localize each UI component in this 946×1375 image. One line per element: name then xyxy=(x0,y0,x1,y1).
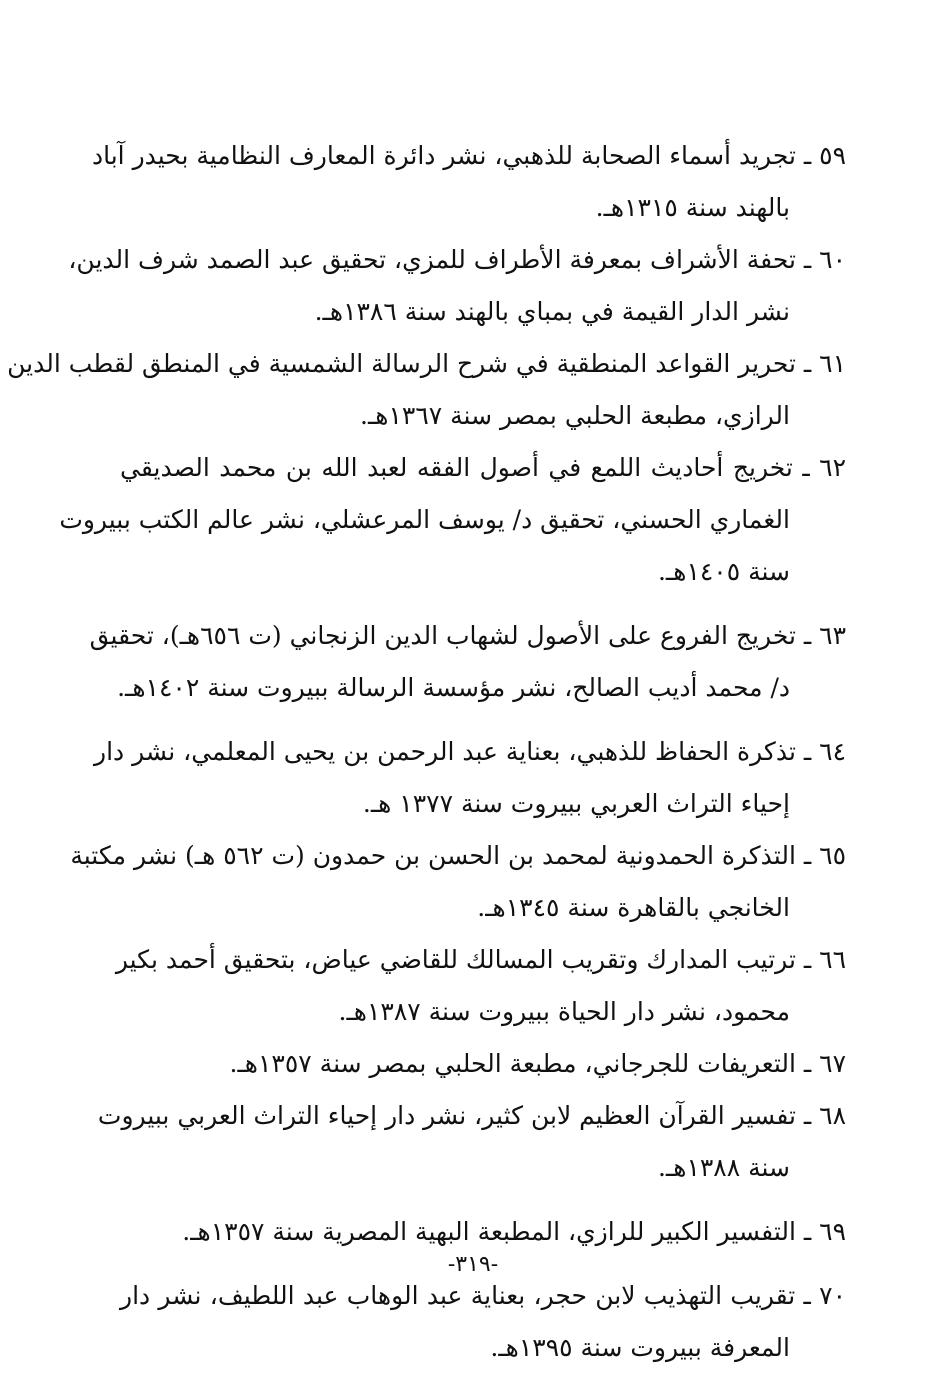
bibliography-list xyxy=(7,130,846,1374)
entry-first-line: ٦١ ـ تحرير القواعد المنطقية في شرح الرسالة الشمسية في المنطق لقطب الدين xyxy=(7,349,846,378)
page-number: -٣١٩- xyxy=(447,1252,499,1277)
bibliography-entry xyxy=(97,1090,846,1194)
entry-first-line: ٦٨ ـ تفسير القرآن العظيم لابن كثير، نشر دار إحياء التراث العربي ببيروت xyxy=(97,1101,846,1130)
entry-continuation-line: الخانجي بالقاهرة سنة ١٣٤٥هـ. xyxy=(477,893,790,922)
entry-first-line: ٦٩ ـ التفسير الكبير للرازي، المطبعة البهية المصرية سنة ١٣٥٧هـ. xyxy=(182,1217,846,1246)
bibliography-entry xyxy=(120,1038,846,1090)
entry-continuation-line: سنة ١٤٠٥هـ. xyxy=(657,557,790,586)
bibliography-entry xyxy=(120,1270,846,1374)
entry-continuation-line: المعرفة ببيروت سنة ١٣٩٥هـ. xyxy=(490,1333,790,1362)
entry-continuation-line: الغماري الحسني، تحقيق د/ يوسف المرعشلي، نشر عالم الكتب ببيروت xyxy=(59,505,790,534)
entry-continuation-line: بالهند سنة ١٣١٥هـ. xyxy=(595,193,790,222)
entry-first-line: ٦٣ ـ تخريج الفروع على الأصول لشهاب الدين الزنجاني (ت ٦٥٦هـ)، تحقيق xyxy=(89,621,846,650)
bibliography-entry xyxy=(68,234,846,338)
bibliography-entry xyxy=(7,338,846,442)
entry-first-line: ٦٤ ـ تذكرة الحفاظ للذهبي، بعناية عبد الرحمن بن يحيى المعلمي، نشر دار xyxy=(94,737,846,766)
entry-spacer xyxy=(120,598,846,610)
entry-first-line: ٥٩ ـ تجريد أسماء الصحابة للذهبي، نشر دائرة المعارف النظامية بحيدر آباد xyxy=(91,141,846,170)
entry-first-line: ٦٧ ـ التعريفات للجرجاني، مطبعة الحلبي بمصر سنة ١٣٥٧هـ. xyxy=(229,1049,846,1078)
entry-first-line: ٦٦ ـ ترتيب المدارك وتقريب المسالك للقاضي عياض، بتحقيق أحمد بكير xyxy=(115,945,846,974)
entry-first-line: ٦٢ ـ تخريج أحاديث اللمع في أصول الفقه لعبد الله بن محمد الصديقي xyxy=(120,453,846,482)
entry-first-line: ٧٠ ـ تقريب التهذيب لابن حجر، بعناية عبد الوهاب عبد اللطيف، نشر دار xyxy=(120,1281,846,1310)
bibliography-entry xyxy=(94,726,846,830)
bibliography-entry xyxy=(115,934,846,1038)
entry-continuation-line: سنة ١٣٨٨هـ. xyxy=(657,1153,790,1182)
bibliography-entry xyxy=(91,130,846,234)
bibliography-entry xyxy=(70,830,846,934)
entry-continuation-line: إحياء التراث العربي ببيروت سنة ١٣٧٧ هـ. xyxy=(362,789,790,818)
bibliography-entry xyxy=(89,610,846,714)
entry-spacer xyxy=(120,1194,846,1206)
entry-continuation-line: نشر الدار القيمة في بمباي بالهند سنة ١٣٨٦هـ. xyxy=(314,297,790,326)
entry-first-line: ٦٥ ـ التذكرة الحمدونية لمحمد بن الحسن بن حمدون (ت ٥٦٢ هـ) نشر مكتبة xyxy=(70,841,846,870)
entry-continuation-line: د/ محمد أديب الصالح، نشر مؤسسة الرسالة ببيروت سنة ١٤٠٢هـ. xyxy=(117,673,790,702)
entry-spacer xyxy=(120,714,846,726)
bibliography-entry xyxy=(59,442,846,598)
entry-continuation-line: الرازي، مطبعة الحلبي بمصر سنة ١٣٦٧هـ. xyxy=(360,401,790,430)
entry-first-line: ٦٠ ـ تحفة الأشراف بمعرفة الأطراف للمزي، تحقيق عبد الصمد شرف الدين، xyxy=(68,245,846,274)
entry-continuation-line: محمود، نشر دار الحياة ببيروت سنة ١٣٨٧هـ. xyxy=(338,997,790,1026)
